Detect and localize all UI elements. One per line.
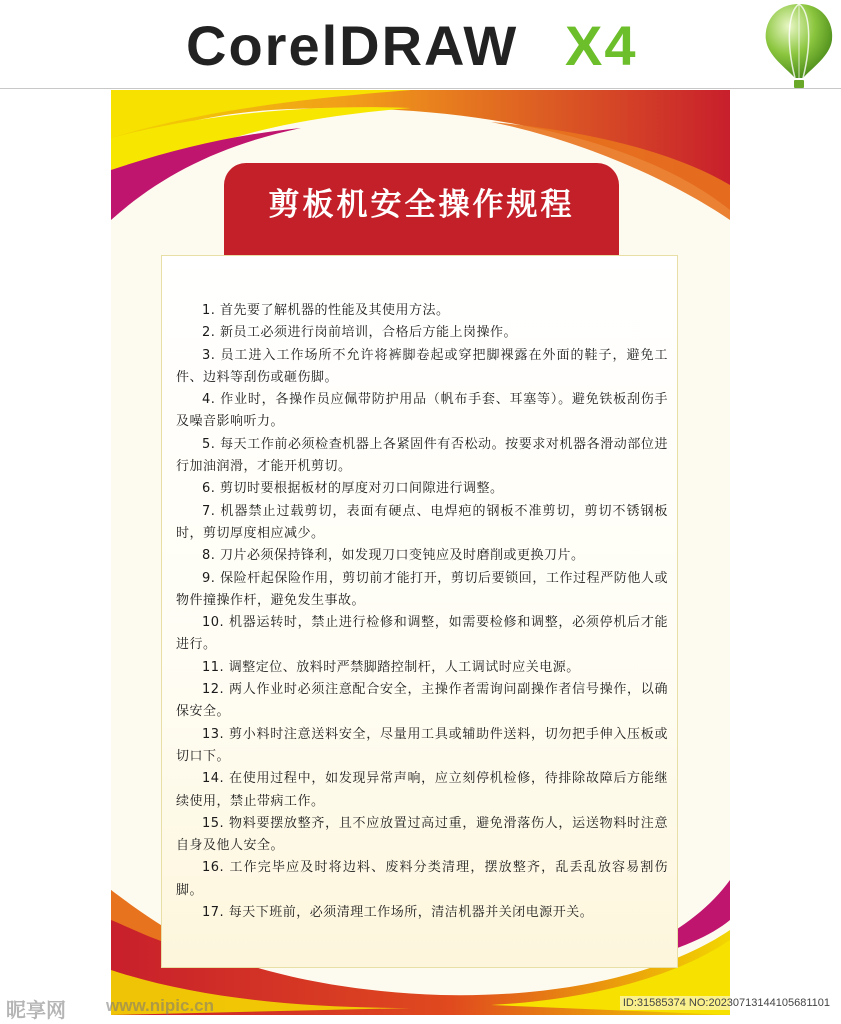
list-item: 15. 物料要摆放整齐，且不应放置过高过重，避免滑落伤人，运送物料时注意自身及他人安全。 bbox=[176, 815, 668, 854]
list-item: 1. 首先要了解机器的性能及其使用方法。 bbox=[202, 303, 450, 318]
watermark-url: www.nipic.cn bbox=[106, 996, 214, 1015]
list-item: 14. 在使用过程中，如发现异常声响，应立刻停机检修，待排除故障后方能继续使用，禁止带病工作。 bbox=[176, 771, 668, 809]
balloon-icon bbox=[762, 2, 836, 90]
rules-panel bbox=[161, 255, 678, 968]
list-item: 17. 每天下班前，必须清理工作场所，清洁机器并关闭电源开关。 bbox=[202, 905, 594, 921]
app-version: X4 bbox=[565, 14, 638, 77]
list-item: 13. 剪小料时注意送料安全，尽量用工具或辅助件送料，切勿把手伸入压板或切口下。 bbox=[176, 726, 668, 764]
list-item: 9. 保险杆起保险作用，剪切前才能打开，剪切后要锁回，工作过程严防他人或物件撞操作杆，避免发生事故。 bbox=[176, 570, 668, 608]
list-item: 7. 机器禁止过载剪切，表面有硬点、电焊疤的钢板不准剪切，剪切不锈钢板时，剪切厚度相应减少。 bbox=[176, 503, 668, 541]
list-item: 5. 每天工作前必须检查机器上各紧固件有否松动。按要求对机器各滑动部位进行加油润滑，才能开机剪切。 bbox=[176, 436, 668, 475]
list-item: 12. 两人作业时必须注意配合安全，主操作者需询问副操作者信号操作，以确保安全。 bbox=[176, 682, 668, 720]
rules-list bbox=[176, 300, 668, 924]
list-item: 6. 剪切时要根据板材的厚度对刃口间隙进行调整。 bbox=[202, 481, 504, 497]
list-item: 3. 员工进入工作场所不允许将裤脚卷起或穿把脚裸露在外面的鞋子，避免工件、边料等刮伤或砸伤脚。 bbox=[176, 347, 668, 385]
list-item: 11. 调整定位、放料时严禁脚踏控制杆，人工调试时应关电源。 bbox=[202, 659, 580, 675]
title-banner bbox=[224, 163, 619, 267]
app-header bbox=[0, 0, 841, 89]
list-item: 8. 刀片必须保持锋利，如发现刀口变钝应及时磨削或更换刀片。 bbox=[202, 548, 585, 564]
watermark-image-id: ID:31585374 NO:20230713144105681101 bbox=[620, 996, 833, 1010]
list-item: 10. 机器运转时，禁止进行检修和调整，如需要检修和调整，必须停机后才能进行。 bbox=[176, 615, 668, 653]
list-item: 2. 新员工必须进行岗前培训，合格后方能上岗操作。 bbox=[202, 325, 518, 341]
list-item: 4. 作业时，各操作员应佩带防护用品（帆布手套、耳塞等）。避免铁板刮伤手及噪音影响听力。 bbox=[176, 392, 668, 430]
app-name: CorelDRAW bbox=[186, 14, 519, 77]
list-item: 16. 工作完毕应及时将边料、废料分类清理，摆放整齐，乱丢乱放容易割伤脚。 bbox=[176, 860, 668, 898]
watermark-site-name: 昵享网 bbox=[6, 998, 66, 1022]
poster-title: 剪板机安全操作规程 bbox=[268, 187, 575, 223]
safety-poster bbox=[111, 90, 730, 1015]
